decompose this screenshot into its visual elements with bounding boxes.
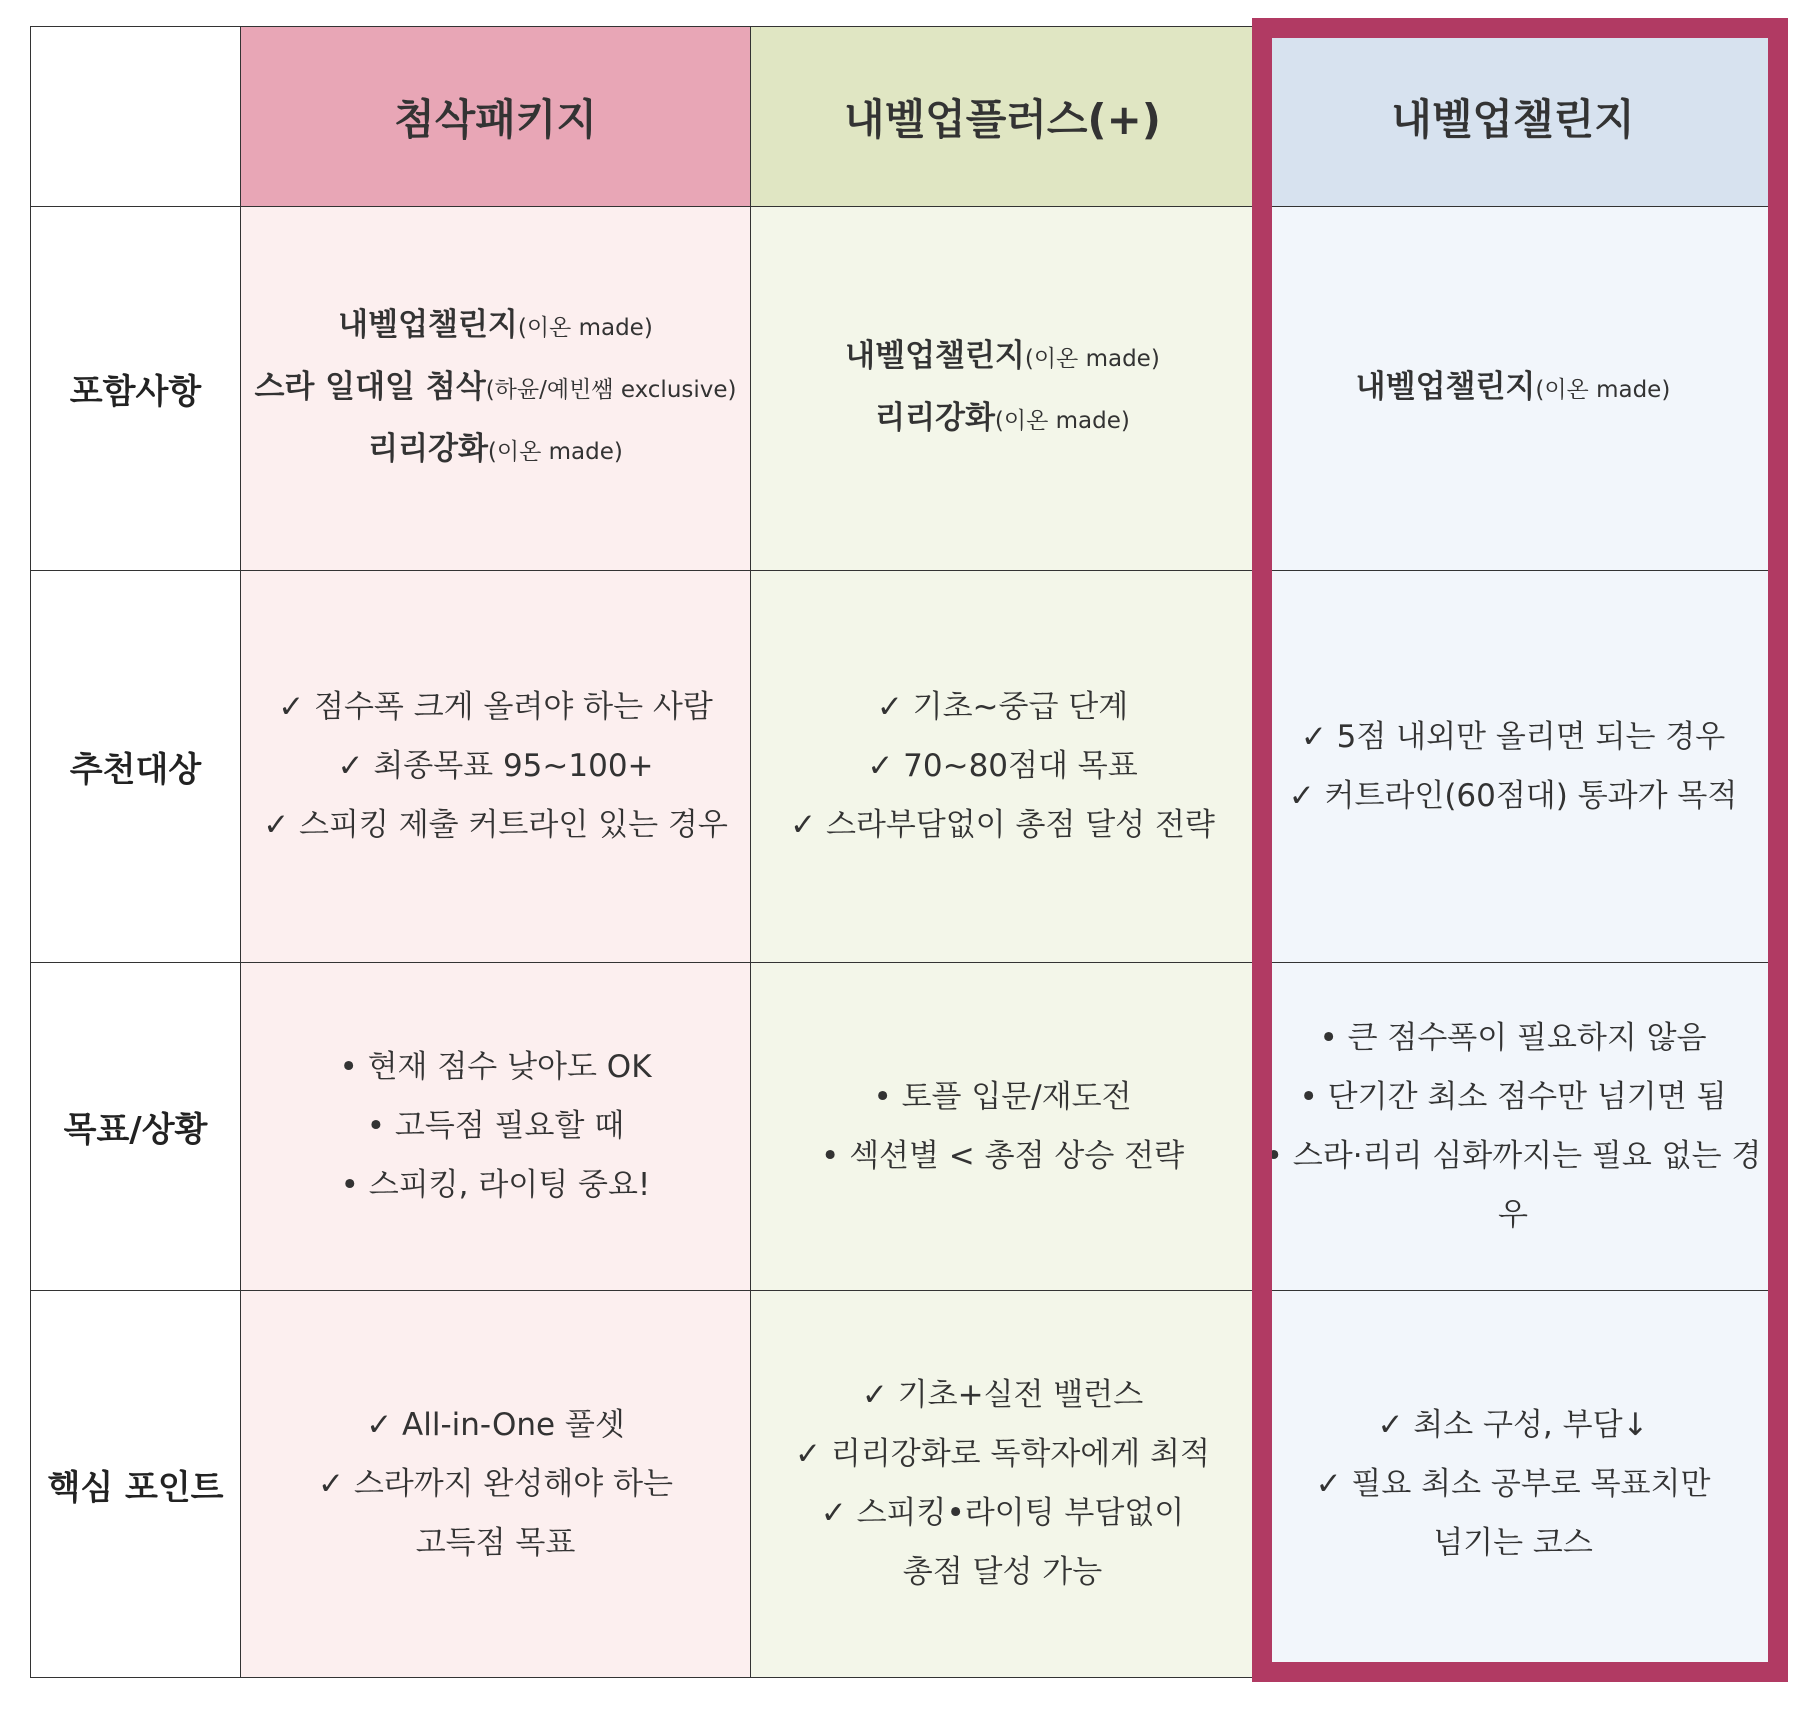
cell-line xyxy=(821,1484,1184,1543)
cell-line xyxy=(318,1455,673,1514)
row-label: 핵심 포인트 xyxy=(47,1467,224,1508)
cell-line-text: ✓ 기초~중급 단계 xyxy=(876,689,1129,725)
row-label: 목표/상황 xyxy=(63,1110,208,1150)
column-header-label: 내벨업플러스(+) xyxy=(843,94,1161,144)
cell-line-text: • 토플 입문/재도전 xyxy=(873,1078,1132,1115)
table-cell xyxy=(240,206,750,570)
cell-line xyxy=(795,1425,1210,1484)
cell-line xyxy=(873,1068,1131,1127)
table-cell xyxy=(750,206,1254,570)
cell-line xyxy=(1356,358,1671,420)
row-label-cell xyxy=(30,962,240,1290)
table-cell xyxy=(240,570,750,962)
cell-line-text: ✓ 스라까지 완성해야 하는 xyxy=(318,1465,673,1502)
table-border-bottom xyxy=(30,1677,1772,1678)
column-header xyxy=(1254,26,1771,206)
row-label-cell xyxy=(30,570,240,962)
cell-line xyxy=(903,1543,1102,1602)
cell-line-text: ✓ 점수폭 크게 올려야 하는 사람 xyxy=(278,689,713,725)
cell-line-text: ✓ 스피킹•라이팅 부담없이 xyxy=(820,1495,1185,1531)
cell-line-text: 내벨업챌린지 xyxy=(845,337,1025,374)
cell-line-text: ✓ 스피킹 제출 커트라인 있는 경우 xyxy=(263,807,728,843)
cell-line-text: • 스피킹, 라이팅 중요! xyxy=(340,1167,651,1203)
cell-line xyxy=(1300,1068,1727,1127)
cell-line-text: ✓ 기초+실전 밸런스 xyxy=(861,1377,1144,1413)
cell-line-text: 우 xyxy=(1498,1196,1528,1233)
cell-line xyxy=(367,1097,624,1156)
cell-line xyxy=(821,1127,1184,1186)
cell-line-note: (하윤/예빈쌤 exclusive) xyxy=(485,376,737,403)
cell-line-text: 내벨업챌린지 xyxy=(338,306,518,343)
cell-line xyxy=(337,737,653,796)
cell-line-text: • 큰 점수폭이 필요하지 않음 xyxy=(1319,1019,1707,1056)
cell-line-text: ✓ 최소 구성, 부담↓ xyxy=(1377,1406,1649,1443)
cell-line-text: ✓ 최종목표 95~100+ xyxy=(337,748,654,784)
cell-line-text: ✓ 리리강화로 독학자에게 최적 xyxy=(795,1436,1210,1472)
cell-line-text: • 단기간 최소 점수만 넘기면 됨 xyxy=(1299,1078,1727,1115)
cell-line xyxy=(875,389,1130,451)
cell-line-note: (이온 made) xyxy=(487,438,623,465)
cell-line xyxy=(1319,1009,1706,1068)
cell-line xyxy=(790,796,1215,855)
cell-line xyxy=(341,1156,651,1215)
cell-line xyxy=(1301,708,1725,767)
cell-line-text: ✓ 필요 최소 공부로 목표치만 xyxy=(1315,1465,1711,1502)
cell-line xyxy=(339,1038,651,1097)
cell-line xyxy=(338,296,653,358)
column-header-label: 첨삭패키지 xyxy=(394,94,597,144)
cell-line xyxy=(1498,1186,1528,1245)
cell-line-text: ✓ All-in-One 풀셋 xyxy=(366,1406,625,1443)
table-cell xyxy=(1254,962,1771,1290)
cell-line-note: (이온 made) xyxy=(1024,345,1160,372)
corner-cell xyxy=(30,26,240,206)
cell-line-text: 총점 달성 가능 xyxy=(902,1554,1103,1590)
row-label-cell xyxy=(30,1290,240,1677)
cell-line-note: (이온 made) xyxy=(517,314,653,341)
cell-line xyxy=(845,327,1160,389)
cell-line xyxy=(877,678,1128,737)
cell-line xyxy=(263,796,728,855)
cell-line-text: • 현재 점수 낮아도 OK xyxy=(339,1049,652,1085)
cell-line xyxy=(368,420,623,482)
column-header xyxy=(240,26,750,206)
column-header-label: 내벨업챌린지 xyxy=(1391,94,1635,144)
cell-line-text: 스라 일대일 첨삭 xyxy=(254,368,486,405)
cell-line xyxy=(1377,1396,1648,1455)
cell-line-text: 넘기는 코스 xyxy=(1433,1524,1593,1561)
table-cell xyxy=(750,570,1254,962)
cell-line-text: 내벨업챌린지 xyxy=(1355,368,1536,405)
cell-line xyxy=(1265,1127,1762,1186)
cell-line-text: • 고득점 필요할 때 xyxy=(366,1108,625,1144)
row-label: 포함사항 xyxy=(69,372,202,412)
cell-line xyxy=(416,1514,576,1573)
table-cell xyxy=(240,962,750,1290)
cell-line-text: • 섹션별 < 총점 상승 전략 xyxy=(820,1137,1185,1174)
row-label-cell xyxy=(30,206,240,570)
cell-line xyxy=(862,1366,1143,1425)
cell-line xyxy=(366,1396,625,1455)
cell-line-note: (이온 made) xyxy=(994,407,1130,434)
cell-line xyxy=(867,737,1137,796)
cell-line-text: 리리강화 xyxy=(875,399,995,436)
cell-line-text: • 스라·리리 심화까지는 필요 없는 경 xyxy=(1264,1137,1762,1174)
row-label: 추천대상 xyxy=(69,750,202,790)
table-cell xyxy=(750,1290,1254,1677)
cell-line-text: ✓ 스라부담없이 총점 달성 전략 xyxy=(790,807,1215,843)
column-header xyxy=(750,26,1254,206)
cell-line xyxy=(1289,767,1738,826)
cell-line-text: 리리강화 xyxy=(368,430,488,467)
cell-line xyxy=(254,358,736,420)
cell-line-text: ✓ 커트라인(60점대) 통과가 목적 xyxy=(1288,777,1738,814)
cell-line-text: 고득점 목표 xyxy=(415,1524,576,1561)
table-cell xyxy=(240,1290,750,1677)
cell-line-note: (이온 made) xyxy=(1535,376,1671,403)
table-cell xyxy=(1254,206,1771,570)
table-border-right xyxy=(1771,26,1772,1677)
table-cell xyxy=(1254,570,1771,962)
table-cell xyxy=(1254,1290,1771,1677)
cell-line xyxy=(1316,1455,1711,1514)
cell-line xyxy=(278,678,713,737)
cell-line-text: ✓ 70~80점대 목표 xyxy=(867,748,1138,784)
cell-line xyxy=(1433,1514,1593,1573)
cell-line-text: ✓ 5점 내외만 올리면 되는 경우 xyxy=(1300,718,1726,755)
table-cell xyxy=(750,962,1254,1290)
